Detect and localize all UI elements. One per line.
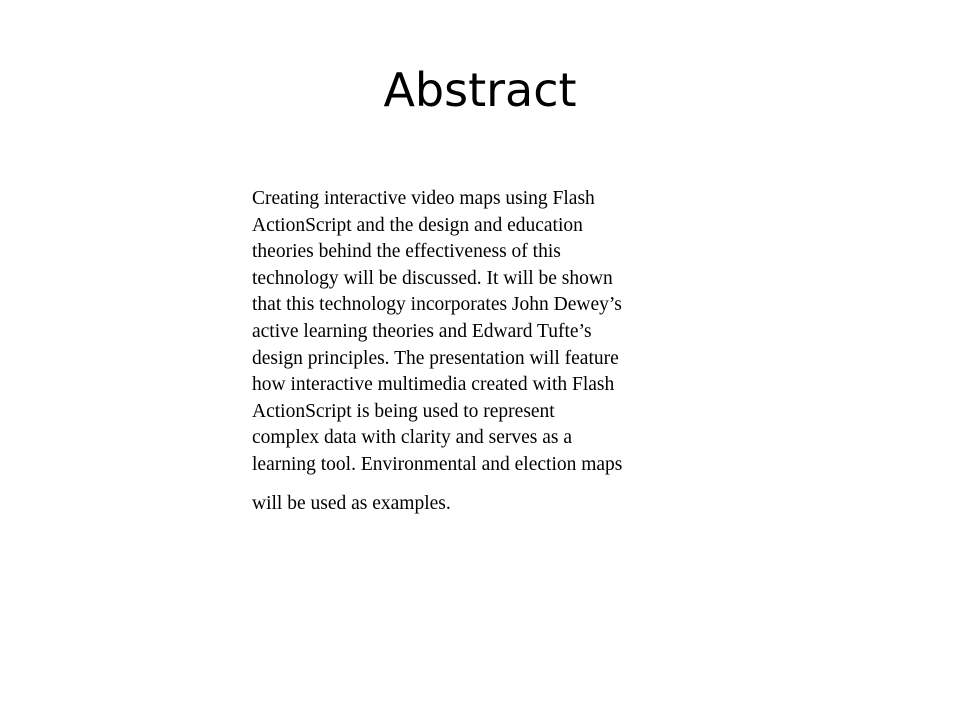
abstract-line: ActionScript and the design and education	[252, 214, 583, 236]
abstract-line: learning tool. Environmental and election maps	[252, 453, 623, 475]
abstract-line: active learning theories and Edward Tufte’s	[252, 320, 592, 342]
abstract-line: design principles. The presentation will feature	[252, 347, 619, 369]
abstract-line: theories behind the effectiveness of this	[252, 241, 561, 263]
abstract-paragraph	[252, 186, 722, 517]
abstract-line: Creating interactive video maps using Flash	[252, 188, 595, 209]
abstract-line: how interactive multimedia created with Flash	[252, 374, 615, 396]
slide-title: Abstract	[383, 63, 577, 117]
abstract-last-line: will be used as examples.	[252, 492, 451, 514]
abstract-line: that this technology incorporates John Dewey’s	[252, 294, 622, 316]
abstract-line: complex data with clarity and serves as a	[252, 427, 573, 449]
abstract-line: ActionScript is being used to represent	[252, 400, 555, 422]
abstract-line: technology will be discussed. It will be shown	[252, 267, 613, 289]
